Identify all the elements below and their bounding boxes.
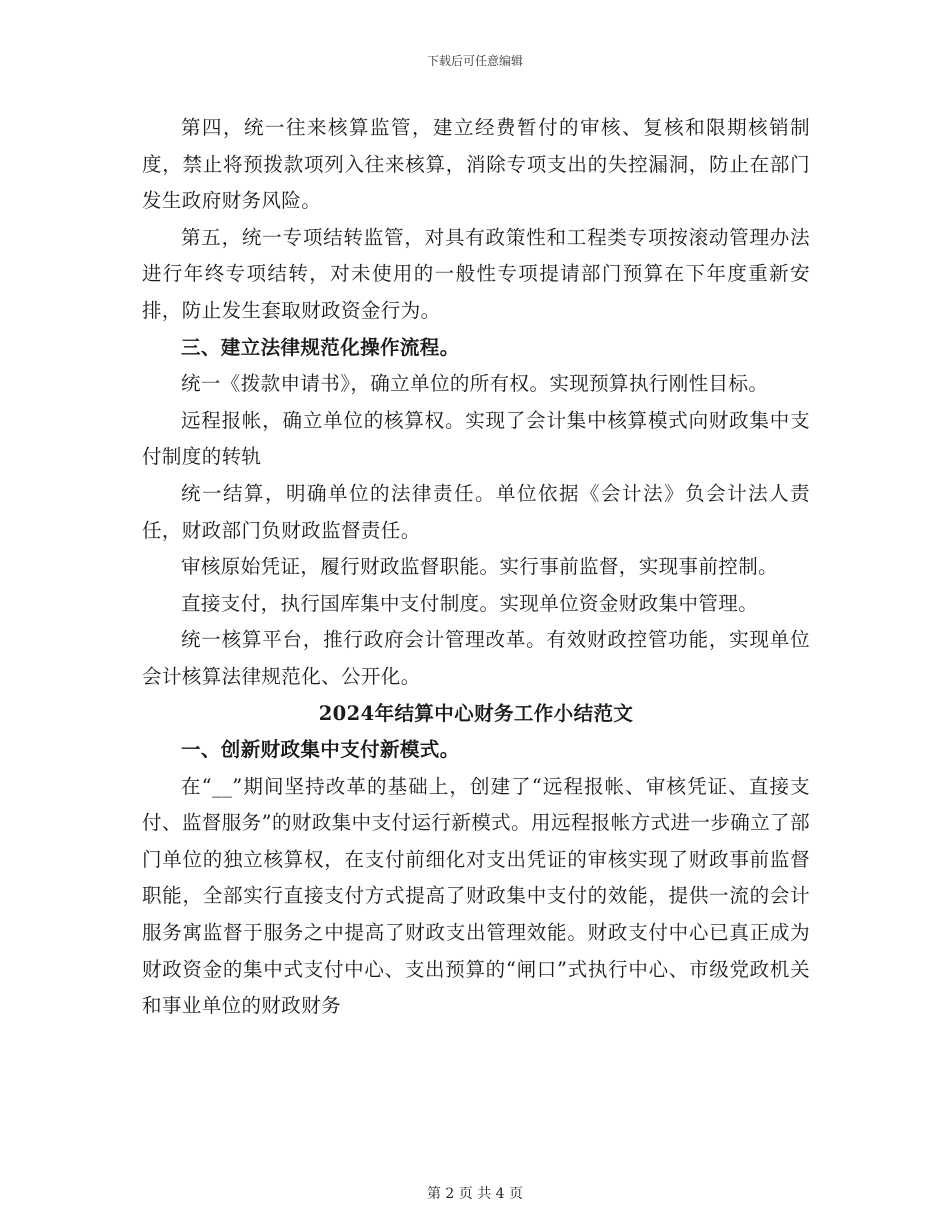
document-body [142,110,810,1025]
page-number-footer: 第 2 页 共 4 页 [426,1186,524,1202]
paragraph-6: 统一结算，明确单位的法律责任。单位依据《会计法》负会计法人责任，财政部门负财政监督责任。 [142,481,810,542]
section-heading-3: 三、建立法律规范化操作流程。 [181,335,460,359]
paragraph-2: 第五，统一专项结转监管，对具有政策性和工程类专项按滚动管理办法进行年终专项结转，对未使用的一般性专项提请部门预算在下年度重新安排，防止发生套取财政资金行为。 [142,225,810,322]
article-title: 2024年结算中心财务工作小结范文 [318,701,634,725]
section-heading-1: 一、创新财政集中支付新模式。 [181,738,460,762]
paragraph-1: 第四，统一往来核算监管，建立经费暂付的审核、复核和限期核销制度，禁止将预拨款项列入往来核算，消除专项支出的失控漏洞，防止在部门发生政府财务风险。 [142,116,810,213]
paragraph-9: 统一核算平台，推行政府会计管理改革。有效财政控管功能，实现单位会计核算法律规范化、公开化。 [142,628,810,688]
page-header-note: 下载后可任意编辑 [426,54,523,68]
paragraph-5: 远程报帐，确立单位的核算权。实现了会计集中核算模式向财政集中支付制度的转轨 [142,408,810,469]
paragraph-4: 统一《拨款申请书》，确立单位的所有权。实现预算执行刚性目标。 [181,372,769,396]
paragraph-12: 在“__”期间坚持改革的基础上，创建了“远程报帐、审核凭证、直接支付、监督服务”的财政集中支付运行新模式。用远程报帐方式进一步确立了部门单位的独立核算权，在支付前细化对支出凭证的审核实现了财政事前监督职能，全部实行直接支付方式提高了财政集中支付的效能，提供一流的会计服务寓监督于服务之中提高了财政支出管理效能。财政支付中心已真正成为财政资金的集中式支付中心、支出预算的“闸口”式执行中心、市级党政机关和事业单位的财政财务 [142,774,810,1018]
paragraph-8: 直接支付，执行国库集中支付制度。实现单位资金财政集中管理。 [181,591,759,615]
paragraph-7: 审核原始凭证，履行财政监督职能。实行事前监督，实现事前控制。 [181,555,779,579]
